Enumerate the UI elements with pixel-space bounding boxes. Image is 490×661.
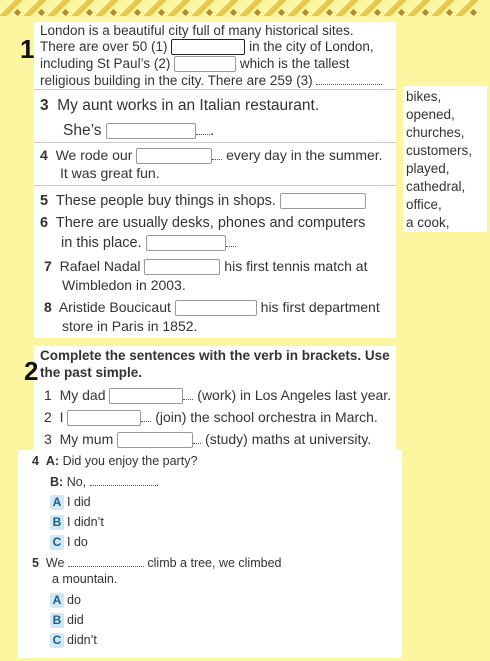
intro-line3 bbox=[40, 55, 349, 72]
option-letter: A bbox=[50, 495, 64, 510]
pencil-icon bbox=[0, 0, 22, 16]
answer-blank-s2q5[interactable] bbox=[68, 566, 144, 567]
answer-dots-s1q4 bbox=[212, 159, 222, 160]
word-bank-item: a cook, bbox=[406, 215, 450, 230]
intro-line4 bbox=[40, 72, 382, 89]
pencil-icon bbox=[456, 0, 478, 16]
divider bbox=[34, 142, 396, 143]
s1-q7-number: 7 bbox=[44, 258, 52, 274]
s1-q3-text: My aunt works in an Italian restaurant. bbox=[57, 97, 320, 114]
answer-dots-s2q2 bbox=[141, 421, 151, 422]
word-bank-item: customers, bbox=[406, 143, 473, 158]
instruction-line1: Complete the sentences with the verb in brackets. Use bbox=[40, 348, 390, 363]
answer-dots-s2q1 bbox=[183, 399, 193, 400]
pencil-icon bbox=[312, 0, 334, 16]
pencil-icon bbox=[264, 0, 286, 16]
s1-q6-line2 bbox=[61, 235, 236, 252]
s2-q1 bbox=[44, 387, 391, 404]
pencil-icon bbox=[120, 0, 142, 16]
s1-q3-end: . bbox=[209, 122, 215, 139]
word-bank-item: opened, bbox=[406, 107, 455, 122]
option-letter: B bbox=[50, 515, 64, 530]
s2-q5-text: We bbox=[45, 556, 65, 570]
pencil-icon bbox=[96, 0, 118, 16]
s1-q6 bbox=[40, 215, 365, 232]
s1-q6-text2: in this place. bbox=[61, 235, 142, 251]
s1-q8-number: 8 bbox=[44, 299, 52, 315]
option-text: I do bbox=[67, 535, 88, 549]
s2-q5-text2: climb a tree, we climbed bbox=[147, 556, 282, 570]
intro-line2b: in the city of London, bbox=[249, 39, 374, 54]
pencil-icon bbox=[72, 0, 94, 16]
pencil-icon bbox=[168, 0, 190, 16]
word-bank-item: played, bbox=[406, 161, 450, 176]
answer-box-s1q3[interactable] bbox=[106, 123, 196, 139]
s2-q4-a-text: Did you enjoy the party? bbox=[62, 454, 198, 468]
s1-q7-text: Rafael Nadal bbox=[59, 258, 141, 274]
s2-q4-option-a[interactable] bbox=[50, 494, 91, 511]
s1-q4 bbox=[40, 147, 383, 164]
option-text: did bbox=[67, 613, 84, 627]
instruction-line2: the past simple. bbox=[40, 365, 143, 380]
s2-q3-text: My mum bbox=[59, 431, 114, 447]
s1-q5-text: These people buy things in shops. bbox=[55, 193, 276, 209]
s2-q3 bbox=[44, 431, 371, 448]
s1-q8 bbox=[44, 299, 380, 316]
word-bank-item: office, bbox=[406, 197, 442, 212]
s2-q4-b-text: No, bbox=[66, 475, 87, 489]
answer-box-s1q8[interactable] bbox=[175, 300, 257, 316]
s2-q4-option-c[interactable] bbox=[50, 534, 88, 551]
option-text: do bbox=[67, 593, 81, 607]
answer-box-s1q7[interactable] bbox=[144, 259, 220, 275]
word-bank-item: cathedral, bbox=[406, 179, 466, 194]
s1-q5 bbox=[40, 193, 366, 210]
option-letter: B bbox=[50, 613, 64, 628]
option-text: didn’t bbox=[67, 633, 97, 647]
section1-number: 1 bbox=[20, 34, 35, 64]
answer-box-s1q5[interactable] bbox=[280, 193, 366, 209]
s2-q5-option-b[interactable] bbox=[50, 612, 84, 629]
s2-q1-text: My dad bbox=[59, 387, 106, 403]
intro-line3b: which is the tallest bbox=[239, 56, 350, 71]
s1-q6-text: There are usually desks, phones and computers bbox=[55, 215, 366, 231]
answer-box-1[interactable] bbox=[171, 39, 245, 55]
s1-q7 bbox=[44, 258, 367, 275]
pencil-icon bbox=[432, 0, 454, 16]
pencil-icon bbox=[384, 0, 406, 16]
section2-instruction bbox=[40, 347, 390, 381]
option-text: I did bbox=[67, 495, 91, 509]
section2-number: 2 bbox=[24, 356, 39, 386]
option-text: I didn’t bbox=[67, 515, 104, 529]
s2-q5-number: 5 bbox=[32, 556, 39, 570]
s1-q4-text2: every day in the summer. bbox=[226, 147, 383, 163]
answer-box-s2q3[interactable] bbox=[117, 432, 193, 448]
s1-q4-line2: It was great fun. bbox=[60, 165, 160, 181]
s2-q4-option-b[interactable] bbox=[50, 514, 104, 531]
s2-q1-number: 1 bbox=[44, 387, 52, 403]
option-letter: C bbox=[50, 535, 64, 550]
word-bank bbox=[403, 86, 487, 232]
s1-q7-line2: Wimbledon in 2003. bbox=[62, 277, 186, 293]
s2-q3-text2: (study) maths at university. bbox=[205, 431, 372, 447]
s1-q7-text2: his first tennis match at bbox=[224, 258, 368, 274]
s2-q3-number: 3 bbox=[44, 431, 52, 447]
pencil-icon bbox=[360, 0, 382, 16]
word-bank-item: bikes, bbox=[406, 89, 442, 104]
s2-q5-line2: a mountain. bbox=[52, 572, 118, 586]
divider bbox=[34, 89, 396, 90]
answer-blank-s2q4[interactable] bbox=[90, 485, 156, 486]
answer-box-2[interactable] bbox=[174, 56, 236, 72]
s2-q2 bbox=[44, 409, 378, 426]
s2-q4-a-label: A: bbox=[45, 454, 60, 468]
s1-q3-text2: She’s bbox=[63, 122, 102, 139]
pencil-icon bbox=[144, 0, 166, 16]
s1-q4-text: We rode our bbox=[55, 147, 133, 163]
pencil-icon bbox=[216, 0, 238, 16]
s1-q6-number: 6 bbox=[40, 215, 49, 231]
word-bank-item: churches, bbox=[406, 125, 465, 140]
pencil-icon bbox=[48, 0, 70, 16]
s2-q1-text2: (work) in Los Angeles last year. bbox=[197, 387, 392, 403]
pencil-icon bbox=[24, 0, 46, 16]
option-letter: C bbox=[50, 633, 64, 648]
s2-q2-text2: (join) the school orchestra in March. bbox=[155, 409, 378, 425]
answer-box-s1q6[interactable] bbox=[146, 235, 226, 251]
s1-q8-text: Aristide Boucicaut bbox=[58, 299, 171, 315]
pencil-icon bbox=[336, 0, 358, 16]
s1-q3-number: 3 bbox=[40, 97, 49, 114]
s1-q4-number: 4 bbox=[40, 147, 48, 163]
pencil-border bbox=[0, 0, 490, 18]
answer-dots-s1q3 bbox=[196, 134, 210, 135]
answer-box-s2q2[interactable] bbox=[67, 410, 141, 426]
answer-dots-s1q6 bbox=[226, 246, 236, 247]
answer-blank-3[interactable] bbox=[316, 84, 382, 85]
s2-q5 bbox=[32, 555, 281, 572]
s2-q4 bbox=[32, 453, 197, 470]
s1-q8-text2: his first department bbox=[260, 299, 380, 315]
intro-line3a: including St Paul’s (2) bbox=[40, 56, 171, 71]
divider bbox=[34, 185, 396, 186]
s2-q4-b-label: B: bbox=[50, 475, 64, 489]
option-letter: A bbox=[50, 593, 64, 608]
answer-box-s2q1[interactable] bbox=[109, 388, 183, 404]
s2-q2-number: 2 bbox=[44, 409, 52, 425]
intro-line1: London is a beautiful city full of many historical sites. bbox=[40, 23, 354, 38]
s1-q8-line2: store in Paris in 1852. bbox=[62, 318, 198, 334]
answer-box-s1q4[interactable] bbox=[136, 148, 212, 164]
pencil-icon bbox=[408, 0, 430, 16]
pencil-icon bbox=[288, 0, 310, 16]
s2-q2-text: I bbox=[59, 409, 64, 425]
pencil-icon bbox=[192, 0, 214, 16]
s2-q4-b: B: No, . bbox=[50, 475, 160, 489]
s1-q3-line2 bbox=[63, 121, 214, 141]
intro-line4-text: religious building in the city. There are 259 (3) bbox=[40, 73, 313, 88]
pencil-icon bbox=[240, 0, 262, 16]
s2-q4-number: 4 bbox=[32, 454, 39, 468]
answer-dots-s2q3 bbox=[193, 443, 201, 444]
s1-q3 bbox=[40, 96, 319, 116]
intro-line2 bbox=[40, 38, 374, 55]
s2-q5-option-a[interactable] bbox=[50, 592, 81, 609]
s2-q5-option-c[interactable] bbox=[50, 632, 97, 649]
s1-q5-number: 5 bbox=[40, 193, 49, 209]
intro-line2a: There are over 50 (1) bbox=[40, 39, 168, 54]
